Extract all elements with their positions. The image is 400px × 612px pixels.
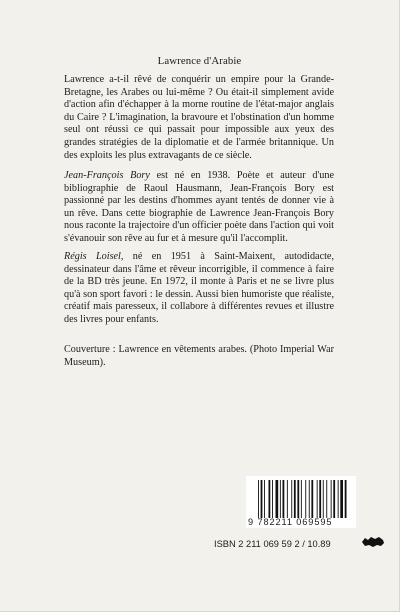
barcode-bar — [345, 480, 347, 518]
barcode-bar — [317, 480, 318, 518]
barcode-bar — [326, 480, 327, 518]
barcode-bar — [283, 480, 285, 518]
book-title: Lawrence d'Arabie — [157, 55, 242, 67]
barcode-bar — [297, 480, 299, 518]
barcode-bar — [323, 480, 324, 518]
author-bio-paragraph — [64, 170, 334, 246]
barcode-bar — [264, 480, 265, 518]
barcode-bars — [258, 480, 350, 518]
illustrator-bio-paragraph — [64, 251, 334, 327]
synopsis-paragraph: Lawrence a-t-il rêvé de conquérir un empire pour la Grande-Bretagne, les Arabes ou lui-même ? Ou était-il simplement avide d'action afin d'échapper à la morne routine de l'état-major anglais du Caire ? L'imagination, la bravoure et l'obstination d'un homme seul ont réussi ce qui passait pour impossible aux yeux des grandes stratégies de la diplomatie et de l'armée britannique. Un des exploits les plus extravagants de ce siècle. — [64, 74, 334, 161]
barcode-bar — [319, 480, 321, 518]
illustrator-bio-text: , né en 1951 à Saint-Maixent, autodidacte, dessinateur dans l'âme et rêveur incorrigible, il commence à faire de la BD très jeune. En 1972, il monte à Paris et ne se livre plus qu'à son sport favori : le dessin. Aussi bien humoriste que réaliste, créatif mais paresseux, il collabore à différentes revues et illustre des livres pour enfants. — [64, 251, 334, 325]
barcode-bar — [301, 480, 302, 518]
barcode-bar — [261, 480, 263, 518]
illustrator-name: Régis Loisel — [64, 251, 121, 262]
cover-credit: Couverture : Lawrence en vêtements arabes. (Photo Imperial War Museum). — [64, 344, 334, 368]
author-bio-text: est né en 1938. Poète et auteur d'une bibliographie de Raoul Hausmann, Jean-François Bory est passionné par les destins d'hommes ayant tentés de donner vie à un rêve. Dans cette biographie de Lawrence Jean-François Bory nous raconte la trajectoire d'un officier poète dans l'action qui voit s'évanouir son rêve au fur et à mesure qu'il l'accomplit. — [64, 170, 334, 244]
barcode-bar — [280, 480, 281, 518]
barcode — [246, 476, 356, 528]
barcode-bar — [309, 480, 310, 518]
barcode-bar — [333, 480, 335, 518]
barcode-digits: 9 782211 069595 — [248, 517, 333, 527]
barcode-bar — [287, 480, 288, 518]
author-name: Jean-François Bory — [64, 170, 150, 181]
barcode-bar — [338, 480, 339, 518]
barcode-bar — [305, 480, 306, 518]
barcode-bar — [269, 480, 271, 518]
barcode-bar — [340, 480, 343, 518]
barcode-bar — [311, 480, 313, 518]
isbn-line: ISBN 2 211 069 59 2 / 10.89 — [214, 539, 331, 549]
barcode-bar — [276, 480, 279, 518]
torn-sticker-mark — [361, 536, 385, 548]
barcode-bar — [291, 480, 292, 518]
barcode-bar — [331, 480, 332, 518]
barcode-bar — [294, 480, 296, 518]
barcode-bar — [272, 480, 273, 518]
barcode-bar — [258, 480, 259, 518]
